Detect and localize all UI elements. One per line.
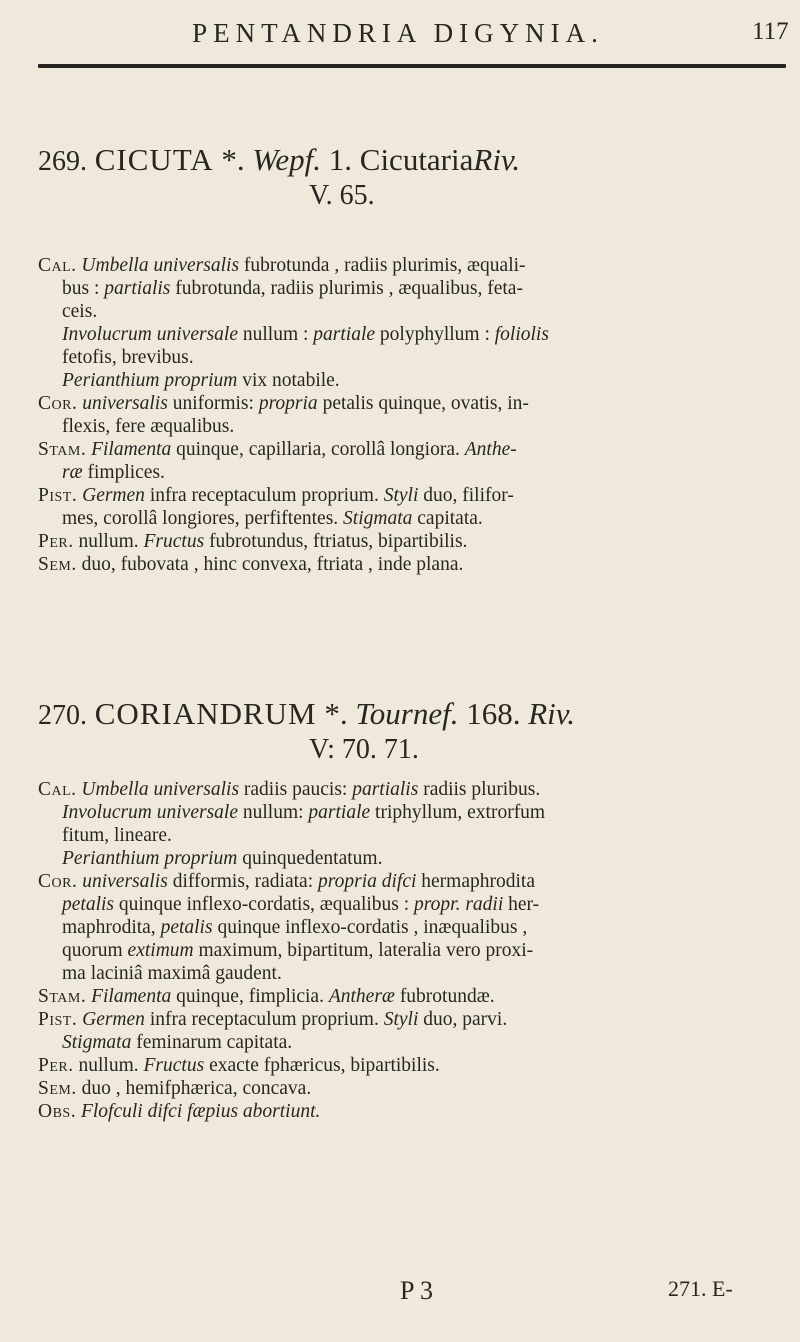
text-run: petalis quinque, ovatis, in- [317,393,529,414]
description-line [38,438,773,461]
description-line [38,277,773,300]
catchword: 271. E- [668,1276,733,1301]
text-run: Filamenta [91,439,172,460]
genus-subreference: V: 70. 71. [309,734,419,765]
text-run: triphyllum, extrorfum [370,802,546,823]
description-line [38,1031,773,1054]
description-line [38,1077,773,1100]
genus-name: CICUTA [94,142,214,177]
text-run: quinque, fimplicia. [171,986,329,1007]
text-run: her- [503,894,540,915]
text-run: Stigmata [62,1032,132,1053]
text-run: nullum: [238,802,309,823]
text-run: ma laciniâ maximâ gaudent. [62,963,282,984]
text-run: propria difci [318,871,417,892]
text-run: feminarum capitata. [131,1032,293,1053]
text-run: Anthe- [464,439,517,460]
description-line [38,1054,773,1077]
text-run: fubrotundus, ftriatus, bipartibilis. [204,531,468,552]
text-run: propr. radii [414,894,504,915]
text-run: duo, filifor- [418,485,514,506]
text-run: universalis [82,871,168,892]
description-line [38,1008,773,1031]
text-run: petalis [62,894,114,915]
text-run: Perianthium proprium [62,370,238,391]
text-run: quinque, capillaria, corollâ longiora. [171,439,465,460]
signature-mark: P 3 [400,1276,433,1305]
text-run: Sem. [38,1078,77,1099]
description-line [38,870,773,893]
reference-text: 1. Cicutaria [328,142,474,177]
description-line [38,300,773,323]
text-run: nullum : [238,324,314,345]
text-run: Fructus [143,531,205,552]
text-run: quinque inflexo-cordatis , inæqualibus , [212,917,528,938]
text-run: Antheræ [328,986,395,1007]
text-run: bus : [62,278,105,299]
description-line [38,893,773,916]
text-run: quorum [62,940,128,961]
text-run: Cal. [38,779,77,800]
description-line [38,916,773,939]
text-run: exacte fphæricus, bipartibilis. [204,1055,440,1076]
text-run: Germen [82,1009,145,1030]
reference-author: Riv. [473,142,521,177]
text-run: quinque inflexo-cordatis, æqualibus : [114,894,415,915]
text-run: polyphyllum : [375,324,495,345]
text-run: universalis [82,393,168,414]
text-run: partialis [104,278,171,299]
description-line [38,323,773,346]
text-run: fubrotunda , radiis plurimis, æquali- [239,255,526,276]
text-run: Stam. [38,986,87,1007]
text-run: duo , hemifphærica, concava. [76,1078,312,1099]
text-run: ræ [62,462,83,483]
text-run: difformis, radiata: [167,871,318,892]
text-run: Involucrum universale [62,324,238,345]
text-run: uniformis: [167,393,259,414]
text-run: Stam. [38,439,87,460]
text-run: Obs. [38,1101,77,1122]
genus-number: 269. [38,146,87,177]
text-run: Fructus [143,1055,205,1076]
text-run: extimum [127,940,194,961]
description-line [38,553,773,576]
text-run: radiis paucis: [239,779,353,800]
text-run: Germen [82,485,145,506]
text-run: vix notabile. [237,370,340,391]
description-line [38,415,773,438]
author-reference: Wepf. [252,142,322,177]
text-run: quinquedentatum. [237,848,383,869]
author-reference: Tournef. [355,696,459,731]
text-run: infra receptaculum proprium. [144,1009,384,1030]
text-run: Umbella universalis [81,779,240,800]
description-line [38,392,773,415]
text-run: hermaphrodita [416,871,535,892]
description-line [38,254,773,277]
text-run: Flofculi difci fæpius abortiunt. [80,1101,321,1122]
description-line [38,985,773,1008]
text-run: Perianthium proprium [62,848,238,869]
text-run: radiis pluribus. [418,779,541,800]
text-run: Umbella universalis [81,255,240,276]
description-line [38,530,773,553]
text-run: mes, corollâ longiores, perfiftentes. [62,508,344,529]
text-run: propria [258,393,318,414]
genus-name: CORIANDRUM [94,696,317,731]
text-run: partiale [313,324,376,345]
description-line [38,461,773,484]
text-run: foliolis [494,324,549,345]
description-line [38,847,773,870]
text-run: Per. [38,531,74,552]
text-run: fubrotundæ. [394,986,495,1007]
genus-subreference: V. 65. [309,180,375,211]
text-run: flexis, fere æqualibus. [62,416,235,437]
asterisk-mark: *. [324,696,348,731]
running-head: PENTANDRIA DIGYNIA. [192,18,604,48]
text-run: nullum. [73,531,144,552]
genus-heading-cicuta [38,142,758,212]
page-number: 117 [752,18,789,45]
reference-author: Riv. [528,696,575,731]
description-line [38,778,773,801]
text-run: Stigmata [343,508,413,529]
description-line [38,346,773,369]
text-run: nullum. [73,1055,144,1076]
description-line [38,484,773,507]
description-line [38,507,773,530]
genus-number: 270. [38,700,87,731]
text-run: Filamenta [91,986,172,1007]
text-run: fetofis, brevibus. [62,347,194,368]
description-line [38,824,773,847]
text-run: fimplices. [82,462,165,483]
text-run: fubrotunda, radiis plurimis , æqualibus, feta- [170,278,523,299]
asterisk-mark: *. [221,142,245,177]
header-rule [38,64,786,68]
text-run: Styli [383,1009,419,1030]
reference-text: 168. [466,696,521,731]
text-run: capitata. [412,508,483,529]
text-run: infra receptaculum proprium. [144,485,384,506]
text-run: ceis. [62,301,98,322]
text-run: Per. [38,1055,74,1076]
text-run: fitum, lineare. [62,825,172,846]
text-run: Pist. [38,1009,78,1030]
text-run: Cor. [38,871,78,892]
description-line [38,801,773,824]
genus-description-cicuta [38,254,773,576]
text-run: Sem. [38,554,77,575]
text-run: duo, parvi. [418,1009,508,1030]
text-run: Cor. [38,393,78,414]
text-run: Cal. [38,255,77,276]
description-line [38,369,773,392]
description-line [38,962,773,985]
text-run: Styli [383,485,419,506]
description-line [38,939,773,962]
genus-description-coriandrum [38,778,773,1123]
text-run: maphrodita, [62,917,161,938]
text-run: petalis [160,917,213,938]
text-run: partialis [352,779,419,800]
text-run: duo, fubovata , hinc convexa, ftriata , inde plana. [76,554,464,575]
description-line [38,1100,773,1123]
text-run: maximum, bipartitum, lateralia vero proxi- [193,940,534,961]
text-run: partiale [308,802,371,823]
text-run: Involucrum universale [62,802,238,823]
text-run: Pist. [38,485,78,506]
genus-heading-coriandrum [38,696,758,766]
